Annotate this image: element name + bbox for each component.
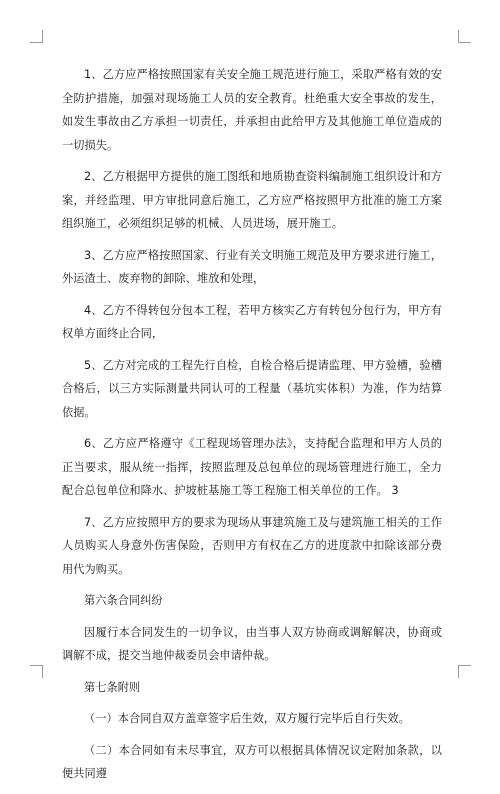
- section-heading-article-7: 第七条附则: [84, 680, 141, 694]
- paragraph-clause-6: 6、乙方应严格遵守《工程现场管理办法》，支持配合监理和甲方人员的正当要求，服从统一指挥，按照监理及总包单位的现场管理进行施工，全力配合总包单位和降水、护坡桩基施工等工程施工相关单位的工作。 3: [62, 437, 442, 497]
- paragraph-clause-5: 5、乙方对完成的工程先行自检，自检合格后提请监理、甲方验槽，验槽合格后，以三方实际测量共同认可的工程量（基坑实体积）为准，作为结算依据。: [62, 358, 442, 419]
- crop-mark-top-right: [458, 30, 471, 43]
- paragraph-clause-2: 2、乙方根据甲方提供的施工图纸和地质勘查资料编制施工组织设计和方案，并经监理、甲方审批同意后施工，乙方应严格按照甲方批准的施工方案组织施工，必须组织足够的机械、人员进场，展开施工。: [62, 170, 442, 230]
- paragraph-clause-1: 1、乙方应严格按照国家有关安全施工规范进行施工，采取严格有效的安全防护措施，加强对现场施工人员的安全教育。杜绝重大安全事故的发生，如发生事故由乙方承担一切责任，并承担由此给甲方及其他施工单位造成的一切损失。: [62, 68, 442, 152]
- paragraph-clause-3: 3、乙方应严格按照国家、行业有关文明施工规范及甲方要求进行施工，外运渣土、废弃物的卸除、堆放和处理，: [62, 248, 442, 285]
- crop-mark-bottom-left: [30, 665, 43, 678]
- crop-mark-top-left: [30, 30, 43, 43]
- paragraph-clause-7: 7、乙方应按照甲方的要求为现场从事建筑施工及与建筑施工相关的工作人员购买人身意外伤害保险，否则甲方有权在乙方的进度款中扣除该部分费用代为购买。: [62, 515, 442, 576]
- paragraph-supplement-1: （一）本合同自双方盖章签字后生效，双方履行完毕后自行失效。: [84, 712, 410, 725]
- document-body: [62, 63, 442, 794]
- paragraph-clause-4: 4、乙方不得转包分包本工程，若甲方核实乙方有转包分包行为，甲方有权单方面终止合同，: [62, 303, 442, 340]
- section-heading-article-6: 第六条合同纠纷: [84, 594, 163, 607]
- paragraph-dispute: 因履行本合同发生的一切争议，由当事人双方协商或调解解决，协商或调解不成，提交当地仲裁委员会申请仲裁。: [62, 625, 442, 662]
- crop-mark-bottom-right: [458, 665, 471, 678]
- paragraph-supplement-2: （二）本合同如有未尽事宜，双方可以根据具体情况议定附加条款，以便共同遵: [62, 743, 442, 780]
